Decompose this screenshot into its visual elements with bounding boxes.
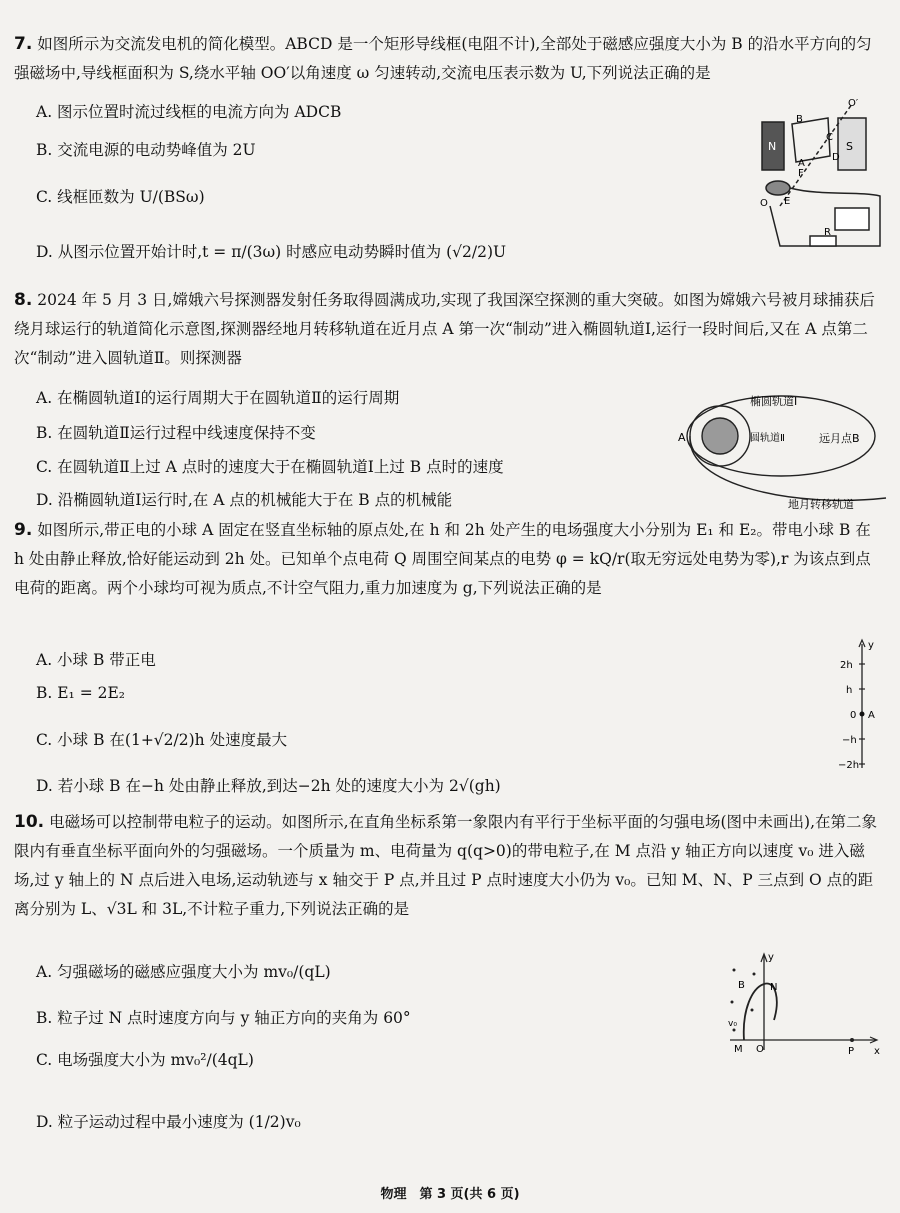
fig-label: O′ <box>848 98 859 109</box>
resistor <box>810 236 836 246</box>
fig-label: R <box>824 227 831 238</box>
question-8-stem <box>14 286 880 373</box>
fig-label: 0 <box>850 710 857 721</box>
orbit-figure <box>676 386 890 514</box>
generator-figure <box>740 96 890 256</box>
q9-option-c: C. 小球 B 在(1+√2/2)h 处速度最大 <box>36 731 288 749</box>
fig-label: O <box>760 198 768 209</box>
q10-option-c: C. 电场强度大小为 mv₀²/(4qL) <box>36 1051 254 1069</box>
question-7-stem <box>14 30 880 88</box>
fig-label: B <box>796 114 803 125</box>
fig-label: 远月点B <box>819 432 860 445</box>
q8-option-d: D. 沿椭圆轨道Ⅰ运行时,在 A 点的机械能大于在 B 点的机械能 <box>36 491 453 509</box>
fig-label: F <box>798 168 804 179</box>
q7-option-d: D. 从图示位置开始计时,t = π/(3ω) 时感应电动势瞬时值为 (√2/2)U <box>36 243 507 261</box>
question-number: 7. <box>14 34 33 54</box>
fig-label: v₀ <box>728 1019 737 1029</box>
question-text: 电磁场可以控制带电粒子的运动。如图所示,在直角坐标系第一象限内有平行于坐标平面的匀强电场(图中未画出),在第二象限内有垂直坐标平面向外的匀强磁场。一个质量为 m、电荷量为 q(q>0)的带电粒子,在 M 点沿 y 轴正方向以速度 v₀ 进入磁场,过 y 轴上的 N 点后进入电场,运动轨迹与 x 轴交于 P 点,并且过 P 点时速度大小仍为 v₀。已知 M、N、P 三点到 O 点的距离分别为 L、√3L 和 3L,不计粒子重力,下列说法正确的是 <box>14 813 878 918</box>
fig-label: D <box>832 152 840 163</box>
fig-label: y <box>768 952 774 963</box>
q8-option-c: C. 在圆轨道Ⅱ上过 A 点时的速度大于在椭圆轨道Ⅰ上过 B 点时的速度 <box>36 458 504 476</box>
question-text: 2024 年 5 月 3 日,嫦娥六号探测器发射任务取得圆满成功,实现了我国深空探测的重大突破。如图为嫦娥六号被月球捕获后绕月球运行的轨道简化示意图,探测器经地月转移轨道在近月点 A 第一次“制动”进入椭圆轨道Ⅰ,运行一段时间后,又在 A 点第二次“制动”进入圆轨道Ⅱ。则探测器 <box>14 291 875 367</box>
q10-option-b: B. 粒子过 N 点时速度方向与 y 轴正方向的夹角为 60° <box>36 1009 411 1027</box>
fig-label: C <box>826 132 833 143</box>
q7-option-b: B. 交流电源的电动势峰值为 2U <box>36 141 256 159</box>
fig-label: M <box>734 1044 743 1055</box>
point-p <box>850 1038 854 1042</box>
q7-option-c: C. 线框匝数为 U/(BSω) <box>36 188 205 206</box>
fig-label: −2h <box>838 760 860 771</box>
question-10 <box>14 808 880 924</box>
fig-label: A <box>868 710 875 721</box>
page-footer: 物理 第 3 页(共 6 页) <box>380 1187 520 1202</box>
voltmeter <box>835 208 869 230</box>
q9-option-a: A. 小球 B 带正电 <box>36 651 156 669</box>
fig-label: P <box>848 1046 855 1057</box>
q9-option-b: B. E₁ = 2E₂ <box>36 684 126 702</box>
q9-option-d: D. 若小球 B 在−h 处由静止释放,到达−2h 处的速度大小为 2√(gh) <box>36 777 501 795</box>
question-number: 8. <box>14 290 33 310</box>
fig-label: 地月转移轨道 <box>788 498 854 511</box>
vertical-axis-figure <box>838 638 890 774</box>
fig-label: −h <box>842 735 857 746</box>
fig-label: h <box>846 685 853 696</box>
fig-label: E <box>784 196 791 207</box>
fig-label: y <box>868 640 874 651</box>
q10-option-d: D. 粒子运动过程中最小速度为 (1/2)v₀ <box>36 1113 301 1131</box>
fig-label: S <box>846 140 853 153</box>
charge-a <box>860 712 865 717</box>
fig-label: O <box>756 1044 764 1055</box>
question-9 <box>14 516 880 603</box>
fig-label: A <box>678 431 686 444</box>
fig-label: 2h <box>840 660 853 671</box>
fig-label: A <box>798 158 805 169</box>
question-9-stem <box>14 516 880 603</box>
fig-label: N <box>768 140 777 153</box>
fig-label: 圆轨道Ⅱ <box>750 433 785 444</box>
slip-rings <box>766 181 790 195</box>
q7-option-a: A. 图示位置时流过线框的电流方向为 ADCB <box>36 103 342 121</box>
moon <box>702 418 738 454</box>
question-7 <box>14 30 880 88</box>
fig-label: 椭圆轨道Ⅰ <box>750 395 798 408</box>
question-8 <box>14 286 880 373</box>
q10-option-a: A. 匀强磁场的磁感应强度大小为 mv₀/(qL) <box>36 963 331 981</box>
field-figure <box>724 950 882 1060</box>
q8-option-a: A. 在椭圆轨道Ⅰ的运行周期大于在圆轨道Ⅱ的运行周期 <box>36 389 400 407</box>
q8-option-b: B. 在圆轨道Ⅱ运行过程中线速度保持不变 <box>36 424 316 442</box>
question-text: 如图所示为交流发电机的简化模型。ABCD 是一个矩形导线框(电阻不计),全部处于磁感应强度大小为 B 的沿水平方向的匀强磁场中,导线框面积为 S,绕水平轴 OO′以角速度 ω 匀速转动,交流电压表示数为 U,下列说法正确的是 <box>14 35 872 82</box>
question-10-stem <box>14 808 880 924</box>
fig-label: B <box>738 980 745 991</box>
question-number: 10. <box>14 812 45 832</box>
fig-label: x <box>874 1046 880 1057</box>
fig-label: N <box>770 982 778 993</box>
question-number: 9. <box>14 520 33 540</box>
question-text: 如图所示,带正电的小球 A 固定在竖直坐标轴的原点处,在 h 和 2h 处产生的电场强度大小分别为 E₁ 和 E₂。带电小球 B 在 h 处由静止释放,恰好能运动到 2h 处。已知单个点电荷 Q 周围空间某点的电势 φ = kQ/r(取无穷远处电势为零),r 为该点到点电荷的距离。两个小球均可视为质点,不计空气阻力,重力加速度为 g,下列说法正确的是 <box>14 521 871 597</box>
